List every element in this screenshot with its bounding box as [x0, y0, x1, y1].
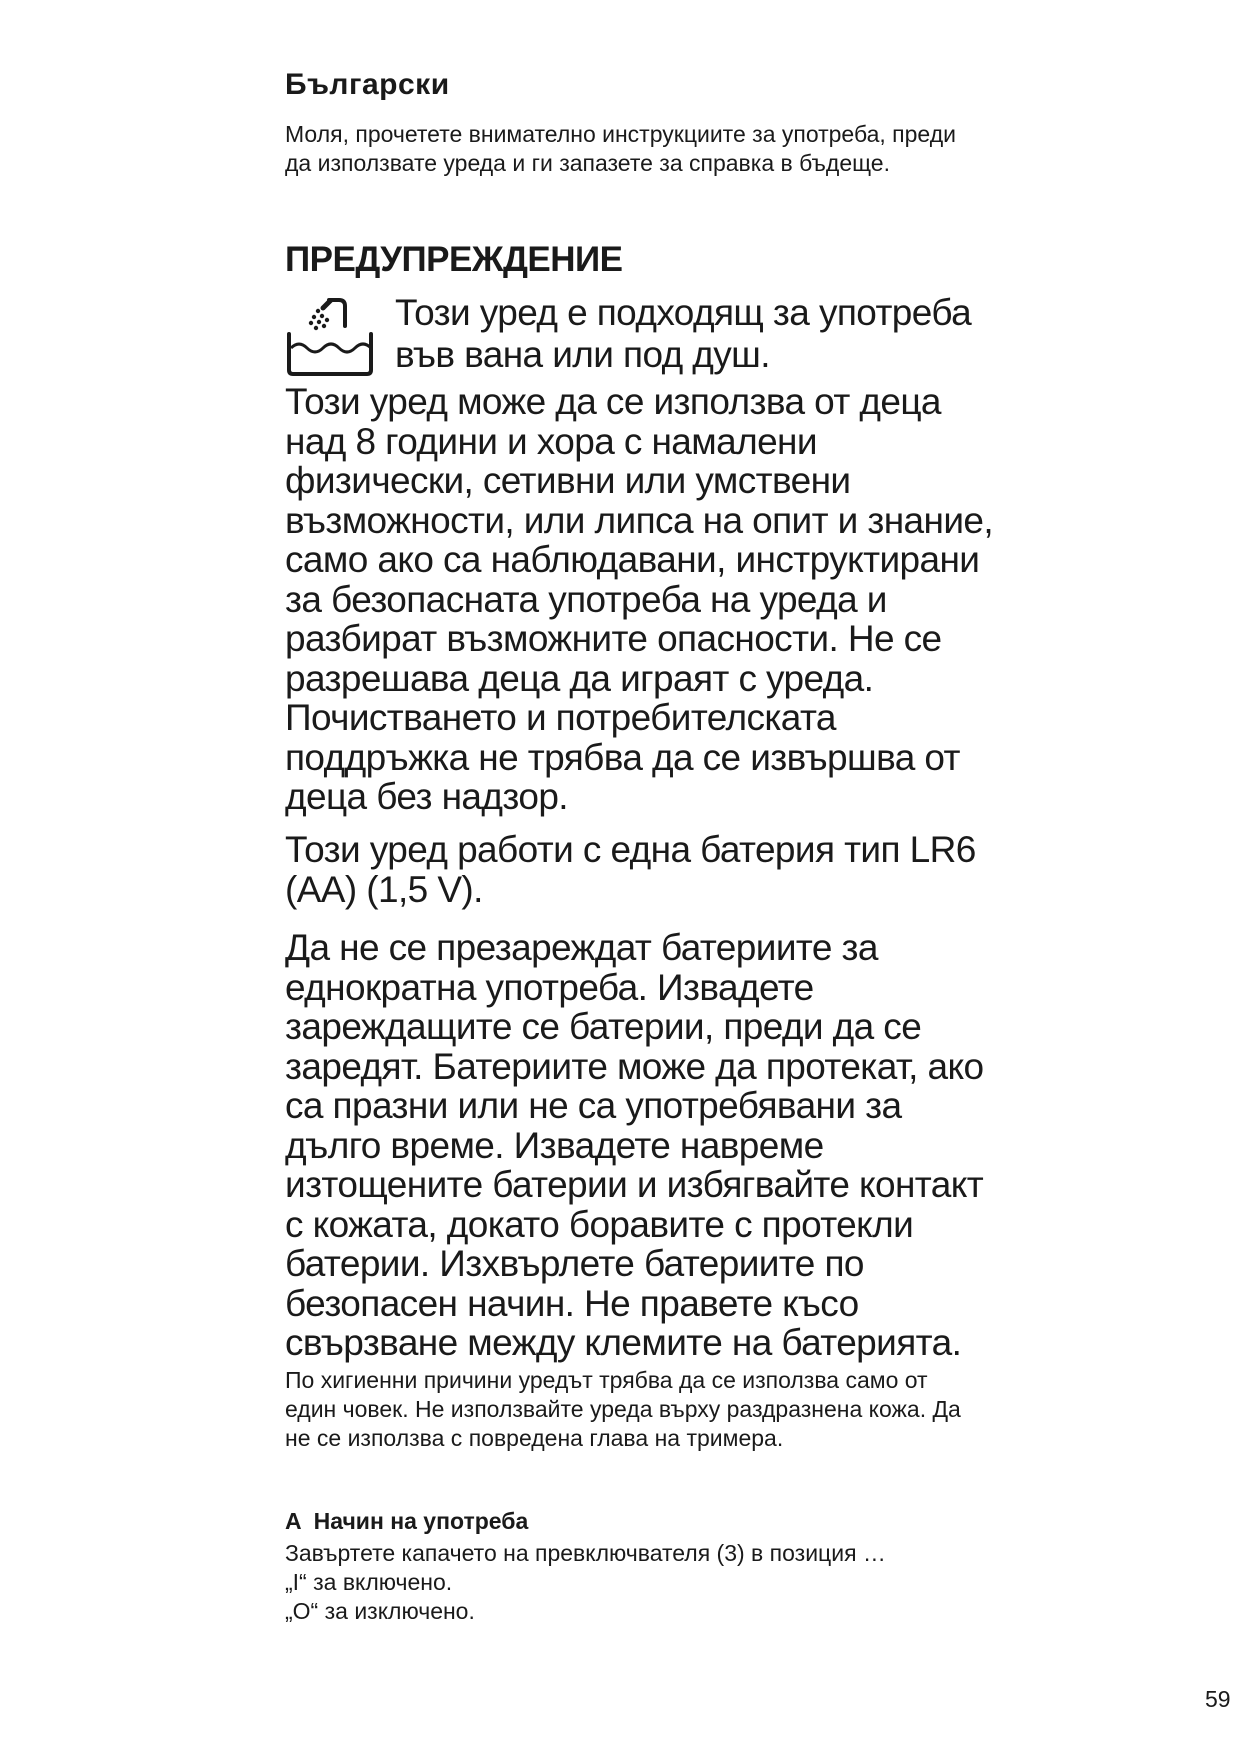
language-title: Български [285, 68, 450, 101]
intro-text: Моля, прочетете внимателно инструкциите за употреба, преди да използвате уреда и ги запазете за справка в бъдеще. [285, 121, 956, 176]
warning-battery-type-paragraph: Този уред работи с една батерия тип LR6 (AA) (1,5 V). [285, 829, 976, 910]
section-a-title-text: Начин на употреба [313, 1508, 529, 1534]
warning-heading: ПРЕДУПРЕЖДЕНИЕ [285, 240, 623, 279]
section-a-body [285, 1539, 985, 1626]
hygiene-paragraph: По хигиенни причини уредът трябва да се използва само от един човек. Не използвайте уреда върху раздразнена кожа. Да не се използва с повредена глава на тримера. [285, 1367, 961, 1451]
page-number: 59 [1205, 1686, 1231, 1712]
section-a-letter: A [285, 1508, 302, 1534]
bath-suitability-text: Този уред е подходящ за употреба във вана или под душ. [395, 292, 972, 375]
warning-children-paragraph: Този уред може да се използва от деца над 8 години и хора с намалени физически, сетивни или умствени възможности, или липса на опит и знание, само ако са наблюдавани, инструктирани за безопасната употреба на уреда и разбират възможните опасности. Не се разрешава деца да играят с уреда. Почистването и потребителската поддръжка не трябва да се извършва от деца без надзор. [285, 381, 994, 817]
section-a-line: „O“ за изключено. [285, 1598, 475, 1624]
bath-shower-icon [285, 298, 375, 376]
warning-battery-handling-paragraph: Да не се презареждат батериите за еднократна употреба. Извадете зареждащите се батерии, преди да се заредят. Батериите може да протекат, ако са празни или не са употребявани за дълго време. Извадете навреме изтощените батерии и избягвайте контакт с кожата, докато боравите с протекли батерии. Изхвърлете батериите по безопасен начин. Не правете късо свързване между клемите на батерията. [285, 927, 984, 1363]
section-a-line: Завъртете капачето на превключвателя (3) в позиция … [285, 1540, 886, 1566]
section-a-line: „I“ за включено. [285, 1569, 453, 1595]
section-a-title [285, 1508, 528, 1535]
